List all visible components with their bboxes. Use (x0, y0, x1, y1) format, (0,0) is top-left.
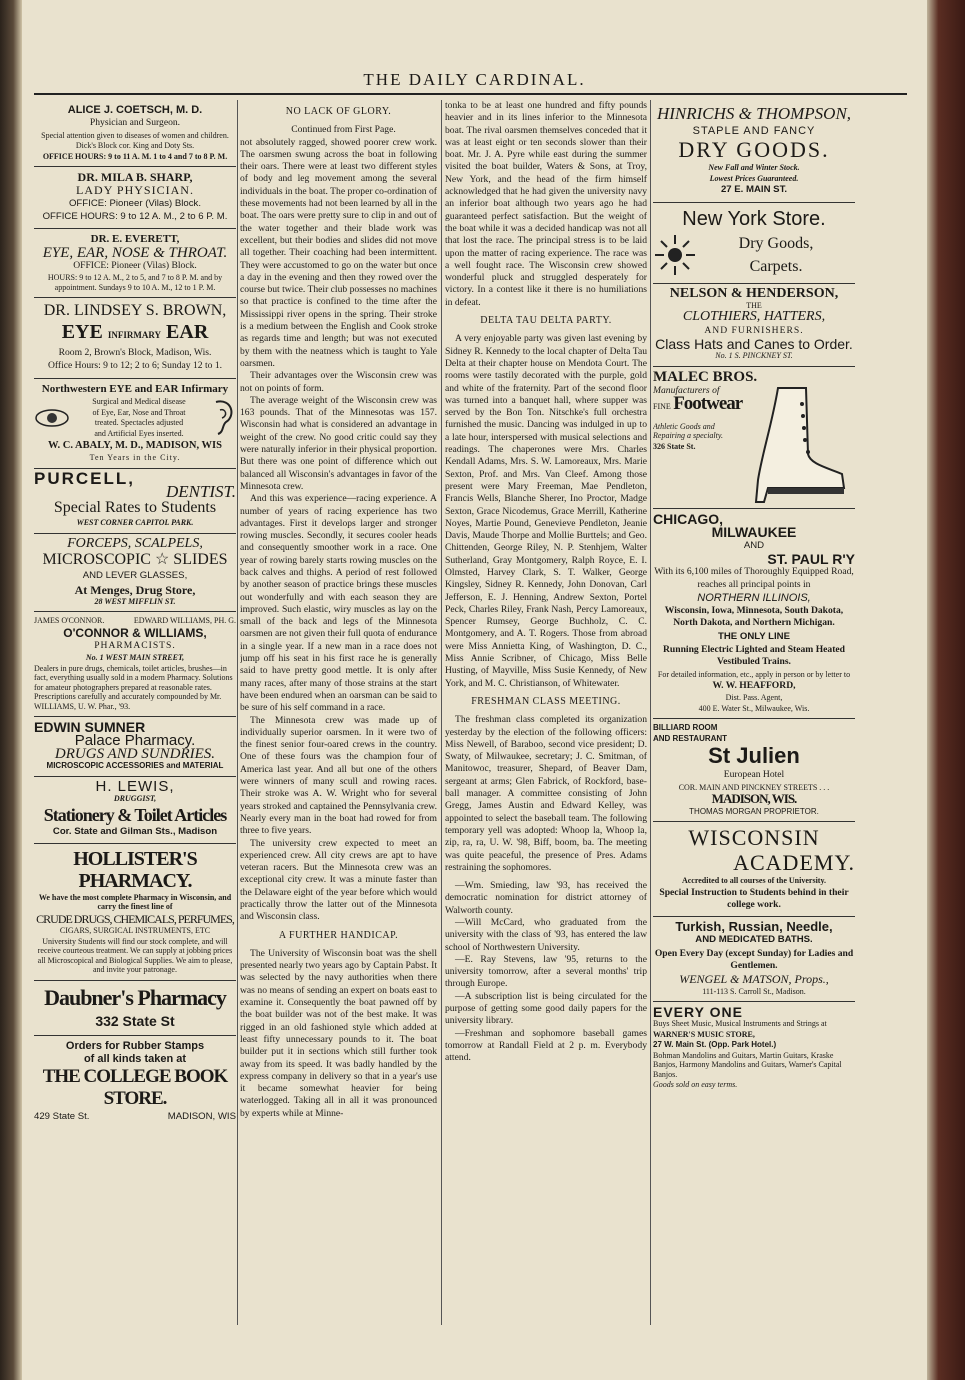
book-spine (0, 0, 22, 1380)
article-paragraph: not absolutely ragged, showed poorer crew work. The oarsmen swung across the boat in following their oars. There were at least two different styles of body and leg movement among the several individuals in the boat. The proper co-ordination of these movements had not been learned by all in the boat. The oars were pretty sure to clip in and out of the water together and their blade work was excellent, but their bodies and slides did not move all together. Their coaching had been intermittent. They were accustomed to go on the water but once a day in the evening and then they rowed over the course but twice. Their club possesses no machines so that practice is confined to the time after the Mississippi river opens in the spring. Their stroke is a medium between the English and Cook stroke as regards time and length; but was not executed by them with the neatness which is taught to Yale oarsmen. (240, 136, 437, 369)
ad-malec-bros (653, 367, 855, 509)
newspaper-page (22, 0, 927, 1380)
ad-name: Northwestern EYE and EAR Infirmary (41, 382, 229, 395)
article-column-2 (240, 100, 437, 1325)
ad-nelson-henderson (653, 284, 855, 367)
ad-name: DR. MILA B. SHARP, (77, 170, 193, 185)
ad-text: Buys Sheet Music, Musical Instruments and Strings at (653, 1019, 827, 1029)
ad-text: AND RESTAURANT (653, 733, 728, 743)
article-paragraph: Their advantages over the Wisconsin crew was not on points of form. (240, 370, 437, 394)
ad-text: FORCEPS, SCALPELS, (67, 535, 203, 551)
ad-everett (34, 229, 236, 298)
ad-text: MADISON, WIS. (711, 791, 797, 807)
ad-text: CHICAGO, (653, 511, 723, 528)
article-subheading: A FURTHER HANDICAP. (278, 929, 399, 941)
masthead: THE DAILY CARDINAL. (363, 70, 586, 89)
ad-text: Dry Goods, (738, 234, 814, 252)
ad-sharp (34, 167, 236, 229)
ad-text: DENTIST. (165, 482, 236, 502)
ad-text: 332 State St (95, 1012, 175, 1029)
ad-text: Turkish, Russian, Needle, (675, 919, 833, 935)
ad-text: Physician and Surgeon. (89, 117, 181, 129)
ad-railway (653, 509, 855, 719)
ad-text: MICROSCOPIC ACCESSORIES and MATERIAL (46, 761, 224, 771)
ad-daubner (34, 981, 236, 1036)
article-paragraph: The university crew expected to meet an experienced crew. All city crews are apt to have veteran racers. But the Minnesota crew was an exceptional city crew. It was a minute faster than the Delaware eight of the year before which would practically throw the latter out of the Minnesota and Wisconsin class. (240, 837, 437, 923)
ads-column-right (653, 100, 855, 1325)
ad-text: Dist. Pass. Agent, (725, 693, 783, 703)
ad-text: Open Every Day (except Sunday) for Ladies and Gentlemen. (654, 947, 854, 972)
ad-text: Palace Pharmacy. (74, 731, 196, 749)
ad-text: PHARMACISTS. (94, 640, 176, 652)
ad-purcell (34, 469, 236, 534)
ad-text: No. 1 WEST MAIN STREET, (85, 653, 185, 663)
ad-text: W. C. ABALY, M. D., MADISON, WIS (48, 440, 222, 452)
article-paragraph: The average weight of the Wisconsin crew was 163 pounds. That of the Minnesotas was 157. Wisconsin had what is considered an advantage in weight of the crew. No good critic could say they were naturally inferior in their physical proportion. But there was one point of difference which out balanced all Wisconsin's advantages in favor of the Minnesota crew. (240, 394, 437, 492)
ad-name: New York Store. (682, 207, 826, 230)
ad-text: European Hotel (723, 769, 785, 781)
eye-icon (34, 403, 70, 433)
brief-item: —E. Ray Stevens, law '95, returns to the university tomorrow, after a several months' trip through Europe. (445, 953, 647, 990)
ad-text: 27 E. MAIN ST. (720, 184, 788, 196)
ad-text: Footwear (673, 393, 743, 415)
ad-text: of all kinds taken at (83, 1053, 187, 1066)
ad-text: THE ONLY LINE (718, 630, 790, 642)
ad-text: MADISON, WIS (167, 1111, 236, 1123)
ad-text: Cor. State and Gilman Sts., Madison (52, 825, 218, 837)
ad-text: We have the most complete Pharmacy in Wisconsin, and carry the finest line of (38, 892, 232, 912)
ad-name: PURCELL, (34, 468, 135, 488)
ad-text: LADY PHYSICIAN. (76, 183, 194, 198)
ad-text: New Fall and Winter Stock. (708, 163, 800, 173)
ad-sumner (34, 717, 236, 776)
ear-icon (208, 398, 236, 438)
ad-text: 400 E. Water St., Milwaukee, Wis. (698, 703, 810, 713)
ad-text: Accredited to all courses of the University. (681, 876, 827, 886)
ad-st-julien (653, 719, 855, 822)
article-paragraph: A very enjoyable party was given last evening by Sidney R. Kennedy to the local chapter of Delta Tau Delta at their chapter house on Mendota Court. The rooms were tastily decorated with the purple, gold and white of the fraternity. Part of the second floor was turned into a banquet hall, where supper was served by the Bon Ton. Nitschke's full orchestra furnished the music. Dancing was indulged in up to a late hour, interspersed with musical selections and readings. The chaperones were Mrs. Charles Kendall Adams, Mrs. S. W. Lamoreaux, Mrs. Marie Sexton, Prof. and Mrs. Van Cleef. Among those present were Mary Freeman, Mae Pendleton, Francis Wells, Blanche Sherer, Ino Proctor, Madge Sexton, Grace Nicodemus, Grace Merrill, Katherine Noyes, Martie Pound, Genevieve Pendleton, Jeanie Davis, Maude Thorpe and Mollie Burttels; and Geo. Chittenden, George Riley, N. P. Stenhjem, Walter Sutherland, Gray Montgomery, Ralph Royce, E. I. Olmsted, Harvey Clark, S. T. Walker, George Kingsley, Sidney R. Kennedy, John Donovan, Carl Jefferson, E. J. Henning, Andrew Sexton, Portel Peck, Charles Riley, Frank Nash, Percy Lamoreaux, Spencer Rumsey, George Buchholz, C. C. Montgomery, and A. T. Rogers. Those from abroad were Miss Annietta King, of Washington, D. C., Miss Annie Scribner, of Chicago, Miss Belle Husting, of Mayville, Miss Susie Kennedy, of New York, and M. C. Christianson, of Whitewater. (445, 333, 647, 689)
ad-text: DRUGS AND SUNDRIES. (54, 746, 216, 763)
ad-text: OFFICE HOURS: 9 to 11 A. M. 1 to 4 and 7 to 8 P. M. (42, 151, 228, 161)
ad-text: Dealers in pure drugs, chemicals, toilet articles, brushes—in fact, everything usually sold in a modern Pharmacy. Solutions for amateur photographers prepared at reasonable rates. Prescriptions carefully and accurately compounded by Mr. WILLIAMS, U. W. Phar., '93. (34, 663, 233, 711)
ad-text: For detailed information, etc., apply in person or by letter to (657, 669, 851, 679)
ad-text: No. 1 S. PINCKNEY ST. (715, 351, 793, 361)
ad-text: WENGEL & MATSON, Props., (679, 972, 829, 987)
ad-text: AND (743, 539, 765, 551)
ad-text: Manufacturers of (653, 385, 720, 397)
article-column-3 (445, 100, 647, 1325)
ad-text: Lowest Prices Guaranteed. (709, 173, 799, 183)
ad-text: Office Hours: 9 to 12; 2 to 6; Sunday 12 to 1. (47, 360, 223, 372)
ad-lewis (34, 777, 236, 844)
ad-text: MILWAUKEE (711, 524, 797, 541)
ad-text: WEST CORNER CAPITOL PARK. (76, 518, 194, 528)
ad-hinrichs-thompson (653, 100, 855, 203)
ad-text: Athletic Goods and Repairing a specialty. (653, 421, 723, 441)
ad-northwestern-infirmary (34, 379, 236, 469)
article-paragraph: And this was experience—racing experience. A number of years of racing experience has two advantages. First it develops larger and stronger rowing muscles. Secondly, it secures cooler heads and consequently smoother work in a race. One year of rowing barely starts rowing muscles on the back calves and thighs. A period of rest followed by another season of practice brings these muscles out wonderfully and with each season they are improved. Such elastic, wiry muscles as lay on the small of the back and legs of the Minnesota oarsmen are not given their full quota of endurance in a single year. If a new man in a race does not jump off his seat in his first race he is generally said to have pretty good mettle. It is only after many races, after many of those strains at the start have been endured when an oarsman can be said to be sure of his self command in a race. (240, 493, 437, 714)
article-headline: NO LACK OF GLORY. (285, 106, 392, 117)
ad-text: OFFICE: Pioneer (Vilas) Block. (68, 197, 202, 209)
ad-college-book-store (34, 1036, 236, 1129)
article-paragraph: tonka to be at least one hundred and fifty pounds heavier and in its lines inferior to the Minnesota boat. The rival oarsmen themselves conceded that it was at least eight or ten seconds slower than their boat. Mr. J. A. Pyre while east during the summer visited the boat builder, Waters & Sons, at Troy, New York, and the head of the firm himself acknowledged that he had given the university navy an inferior boat although two years ago he had guaranteed perfect satisfaction. But the weight of the boat while it was a decided handicap was not all that lost the race. The principal stress is to be laid upon the matter of racing experience. The race was a well fought race. The Wisconsin crew showed wonderful pluck and struggled desperately for victory. In a contest like it there is no humiliations in defeat. (445, 100, 647, 308)
ad-text: JAMES O'CONNOR. (34, 616, 105, 626)
ad-text: Running Electric Lighted and Steam Heated Vestibuled Trains. (662, 644, 846, 668)
book-edge (927, 0, 965, 1380)
brief-item: —Wm. Smieding, law '93, has received the democratic nomination for district attorney of Walworth county. (445, 880, 647, 916)
ad-menges (34, 534, 236, 612)
article-headline: FRESHMAN CLASS MEETING. (471, 695, 621, 707)
ad-text: University Students will find our stock complete, and will receive courteous treatment. We can supply at jobbing prices all Microscopical and Biological Supplies. We aim to please, and invite your patronage. (37, 936, 233, 975)
ad-text: AND LEVER GLASSES, (82, 570, 188, 582)
ad-hollister (34, 844, 236, 981)
ad-text: EDWARD WILLIAMS, PH. G. (133, 616, 236, 626)
ad-text: Dick's Block cor. King and Doty Sts. (75, 141, 195, 151)
article-paragraph: The freshman class completed its organization yesterday by the election of the following officers: Miss Newell, of Baraboo, second vice president; D. Swaty, of Milwaukee, secretary; J. C. Smitman, of Manitowoc, treasurer, Shepard, of Beaver Dam, sergeant at arms; Glen Fabrick, of Rockford, base-ball manager. A committee consisting of John Gregg, James Austin and Edward Kelley, was appointed to select the baseball team. The following temporary yell was adopted: Whoop la, Whoop la, zip, ra, ra, U. W. '98, Biff, boom, ba. The meeting was quite peaceful, the presence of Pres. Adams restraining the sophomores. (445, 714, 647, 873)
ad-text: EYE, EAR, NOSE & THROAT. (42, 244, 228, 261)
ad-text: HOURS: 9 to 12 A. M., 2 to 5, and 7 to 8 P. M. and by appointment. Sundays 9 to 10 A. M., 12 to 1 P. M. (47, 273, 223, 292)
ad-name: HOLLISTER'S PHARMACY. (73, 847, 197, 892)
ad-text: Special Instruction to Students behind in their college work. (659, 886, 849, 910)
ad-name: H. LEWIS, (95, 777, 175, 795)
ad-text: Goods sold on easy terms. (653, 1080, 738, 1090)
ad-text: Special Rates to Students (53, 499, 217, 517)
ad-text: Bohman Mandolins and Guitars, Martin Guitars, Kraske Banjos, Harmony Mandolins and Guitars, Warner's Capital Banjos. (653, 1050, 842, 1079)
ad-text: CLOTHIERS, HATTERS, (682, 309, 826, 325)
boot-icon (748, 384, 848, 504)
ad-text: Class Hats and Canes to Order. (655, 335, 853, 352)
ad-text: 429 State St. (34, 1111, 90, 1123)
ad-text: THE (746, 300, 762, 310)
ad-name: Daubner's Pharmacy (44, 984, 226, 1010)
article-headline: DELTA TAU DELTA PARTY. (480, 315, 612, 327)
ad-text: EAR (166, 321, 209, 344)
ad-text: MICROSCOPIC ☆ SLIDES (42, 551, 228, 569)
ad-text: and Artificial Eyes inserted. (94, 428, 184, 438)
ad-warners-music (653, 1002, 855, 1095)
ad-text: AND MEDICATED BATHS. (695, 934, 813, 946)
ad-text: Special attention given to diseases of women and children. (41, 130, 229, 140)
ad-text: BILLIARD ROOM (653, 723, 718, 733)
column-rule (441, 100, 442, 1325)
ad-text: EYE (61, 321, 103, 344)
ad-text: EVERY ONE (653, 1004, 743, 1021)
ad-text: INFIRMARY (107, 330, 162, 341)
ad-oconnor-williams (34, 612, 236, 717)
ad-text: COR. MAIN AND PINCKNEY STREETS . . . (678, 782, 830, 792)
column-rule (237, 100, 238, 1325)
brief-item: —A subscription list is being circulated for the purpose of getting some good daily papers for the university library. (445, 990, 647, 1027)
ad-brown (34, 298, 236, 379)
ad-text: NORTHERN ILLINOIS, (697, 591, 811, 604)
ad-text: 326 State St. (653, 441, 696, 451)
article-paragraph: The University of Wisconsin boat was the shell presented nearly two years ago by Captain Pabst. It was selected by the navy authorities when there was no means of sending an expert on boats east to examine it. Consequently the boat pawned off by the boat builder was not of the best make. It was rigged in an old fashioned style which added at least fifty unnecessary pounds to it. The boat builder put it in sections which still further took away from its speed. It was badly handled by the express company in delivery so that in a year's use it became somewhat heavier for being waterlogged. Taking all in all it was pronounced by experts while at Minne- (240, 947, 437, 1119)
ad-wisconsin-academy (653, 822, 855, 917)
ad-name: O'CONNOR & WILLIAMS, (63, 625, 207, 640)
ad-text: FINE (653, 402, 671, 412)
ad-text: THOMAS MORGAN PROPRIETOR. (689, 806, 819, 816)
ad-text: STAPLE AND FANCY (692, 125, 816, 137)
ad-text: AND FURNISHERS. (704, 324, 804, 336)
ad-text: of Eye, Ear, Nose and Throat (92, 407, 186, 417)
ad-text: OFFICE: Pioneer (Vilas) Block. (73, 259, 197, 271)
ad-name: NELSON & HENDERSON, (669, 285, 839, 301)
ad-text: Orders for Rubber Stamps (65, 1039, 205, 1052)
masthead-rule (34, 93, 907, 95)
ad-text: WARNER'S MUSIC STORE, (653, 1029, 755, 1039)
ad-text: Stationery & Toilet Articles (43, 804, 227, 825)
ad-name: ALICE J. COETSCH, M. D. (67, 104, 203, 116)
article-paragraph: The Minnesota crew was made up of individually superior oarsmen. In it were two of the finest senior four-oared crews in the country. One of these fours was the champion four of America last year. And all but one of the others were winners of many scull and rowing races. Their stroke was A. W. Wright who for several years stroked and captained the Pennsylvania crew. Nearly every man in the boat had rowed for from three to five years. (240, 714, 437, 837)
ad-text: At Menges, Drug Store, (74, 582, 196, 597)
ad-text: treated. Spectacles adjusted (94, 418, 184, 428)
article-paragraph: Continued from First Page. (291, 124, 396, 136)
ad-text: 27 W. Main St. (Opp. Park Hotel.) (653, 1040, 777, 1050)
ad-text: W. W. HEAFFORD, (712, 680, 796, 692)
ad-name: MALEC BROS. (653, 368, 758, 385)
ad-text: ST. PAUL R'Y (767, 550, 855, 567)
brief-item: —Freshman and sophomore baseball games tomorrow at Randall Field at 2 p. m. Everybody attend. (445, 1027, 647, 1064)
column-rule (650, 100, 651, 1325)
ad-text: Wisconsin, Iowa, Minnesota, South Dakota, North Dakota, and Northern Michigan. (664, 605, 844, 629)
ad-baths (653, 917, 855, 1002)
ad-text: Surgical and Medical disease (92, 397, 186, 407)
ad-name: St Julien (708, 743, 800, 769)
sun-icon (653, 233, 697, 277)
ad-text: OFFICE HOURS: 9 to 12 A. M., 2 to 6 P. M. (42, 210, 228, 222)
ad-text: CIGARS, SURGICAL INSTRUMENTS, ETC (59, 926, 211, 936)
ad-text: DRY GOODS. (678, 137, 830, 163)
ad-name: DR. E. EVERETT, (90, 233, 180, 246)
ad-name: DR. LINDSEY S. BROWN, (43, 302, 227, 320)
ad-name: HINRICHS & THOMPSON, (656, 104, 852, 123)
ad-text: CRUDE DRUGS, CHEMICALS, PERFUMES, (36, 911, 234, 926)
ad-text: With its 6,100 miles of Thoroughly Equipped Road, reaches all principal points in (654, 566, 854, 590)
ad-name: THE COLLEGE BOOK STORE. (42, 1066, 228, 1110)
brief-item: —Will McCard, who graduated from the university with the class of '93, has entered the law school of Northwestern University. (445, 917, 647, 953)
ad-text: Ten Years in the City. (89, 453, 181, 463)
ad-text: 28 WEST MIFFLIN ST. (94, 596, 176, 606)
ads-column-left (34, 100, 236, 1325)
ad-text: ACADEMY. (733, 850, 855, 876)
ad-new-york-store (653, 203, 855, 284)
ad-text: 111-113 S. Carroll St., Madison. (702, 986, 806, 996)
ad-name: EDWIN SUMNER (34, 719, 146, 736)
ad-text: Carpets. (749, 257, 803, 275)
ad-coetsch (34, 100, 236, 167)
ad-text: WISCONSIN (688, 825, 820, 851)
ad-text: Room 2, Brown's Block, Madison, Wis. (58, 347, 212, 359)
ad-text: DRUGGIST, (113, 794, 157, 804)
